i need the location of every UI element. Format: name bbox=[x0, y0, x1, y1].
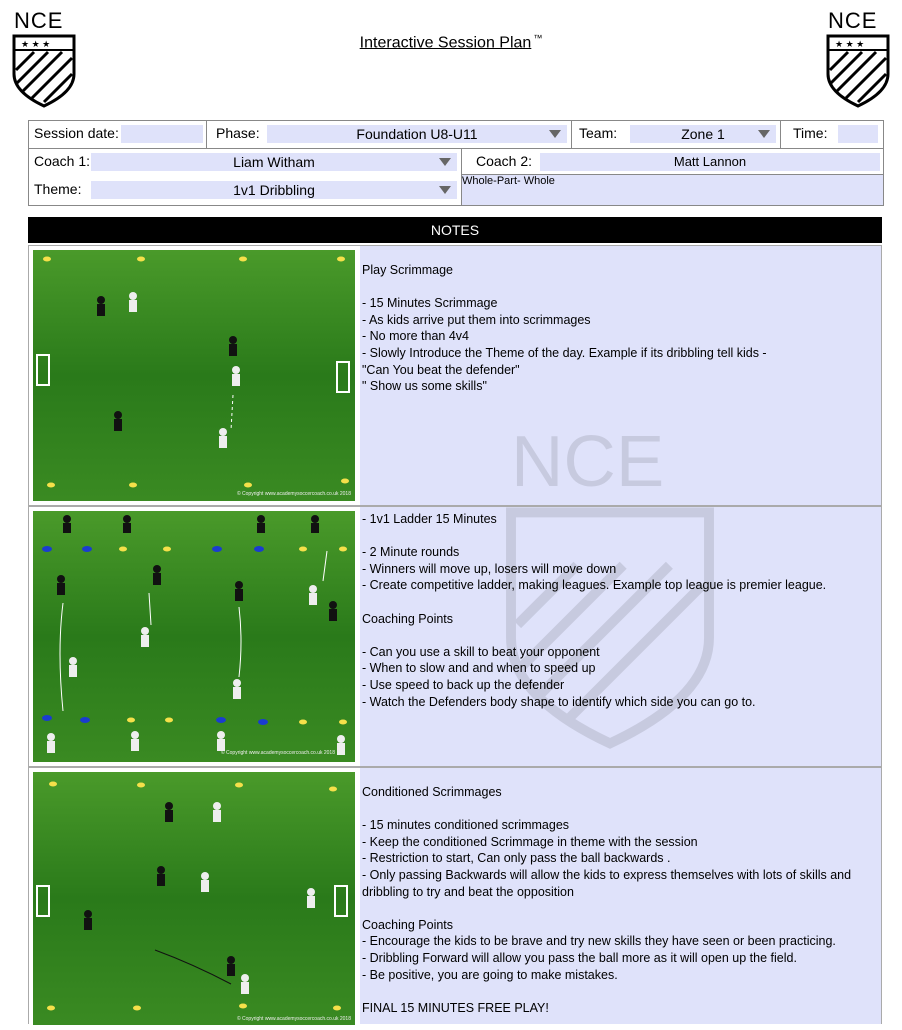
format-field[interactable] bbox=[462, 175, 883, 205]
notes-2-text: - 1v1 Ladder 15 Minutes - 2 Minute rounds - Winners will move up, losers will move down - Create competitive ladder, making leagues. Example top league is premier league. Coaching Points - Can you use a skill to beat your opponent - When to slow and and when to speed up - Use speed to back up the defender - Watch the Defenders body shape to identify which side you can go to. bbox=[362, 512, 827, 709]
session-date-input[interactable] bbox=[121, 125, 203, 143]
theme-value: 1v1 Dribbling bbox=[233, 182, 315, 198]
page-title bbox=[0, 33, 902, 52]
theme-cell bbox=[29, 177, 462, 205]
session-row-3 bbox=[28, 767, 882, 1024]
notes-2[interactable] bbox=[360, 507, 881, 766]
title-text: Interactive Session Plan bbox=[359, 34, 532, 52]
pitch-diagram-3 bbox=[33, 772, 355, 1025]
session-form bbox=[28, 120, 884, 206]
coach1-label: Coach 1: bbox=[34, 153, 91, 169]
copyright-3: © Copyright www.academysoccercoach.co.uk 2018 bbox=[236, 1016, 351, 1022]
coach2-input[interactable]: Matt Lannon bbox=[540, 153, 880, 171]
session-date-cell bbox=[29, 121, 207, 149]
time-cell bbox=[781, 121, 883, 149]
format-text: Whole-Part- Whole bbox=[462, 175, 555, 187]
phase-cell bbox=[207, 121, 572, 149]
coach1-select[interactable] bbox=[91, 153, 457, 171]
session-row-1 bbox=[28, 245, 882, 506]
time-input[interactable] bbox=[838, 125, 878, 143]
theme-select[interactable] bbox=[91, 181, 457, 199]
coach1-cell bbox=[29, 149, 462, 177]
phase-label: Phase: bbox=[216, 125, 260, 141]
team-cell bbox=[572, 121, 781, 149]
pitch-diagram-2 bbox=[33, 511, 355, 762]
session-date-label: Session date: bbox=[34, 125, 119, 141]
session-row-2 bbox=[28, 506, 882, 767]
svg-text:★ ★ ★: ★ ★ ★ bbox=[835, 39, 865, 49]
notes-3[interactable] bbox=[360, 768, 881, 1024]
nce-logo-left bbox=[12, 8, 76, 108]
notes-1[interactable] bbox=[360, 246, 881, 505]
theme-label: Theme: bbox=[34, 181, 82, 197]
chevron-down-icon bbox=[439, 158, 451, 166]
coach2-cell bbox=[462, 149, 883, 175]
svg-text:★ ★ ★: ★ ★ ★ bbox=[21, 39, 51, 49]
copyright-2: © Copyright www.academysoccercoach.co.uk 2018 bbox=[220, 750, 335, 756]
team-value: Zone 1 bbox=[681, 126, 725, 142]
trademark: ™ bbox=[533, 33, 543, 43]
notes-header: NOTES bbox=[28, 217, 882, 243]
copyright-1: © Copyright www.academysoccercoach.co.uk 2018 bbox=[236, 491, 351, 497]
coach1-value: Liam Witham bbox=[233, 154, 315, 170]
phase-value: Foundation U8-U11 bbox=[356, 126, 478, 142]
coach2-label: Coach 2: bbox=[476, 153, 533, 169]
team-label: Team: bbox=[579, 125, 618, 141]
chevron-down-icon bbox=[549, 130, 561, 138]
phase-select[interactable] bbox=[267, 125, 567, 143]
svg-text:NCE: NCE bbox=[828, 8, 878, 33]
chevron-down-icon bbox=[439, 186, 451, 194]
pitch-diagram-1 bbox=[33, 250, 355, 501]
notes-3-text: Conditioned Scrimmages - 15 minutes conditioned scrimmages - Keep the conditioned Scrimmage in theme with the session - Restriction to start, Can only pass the ball backwards . - Only passing Backwards will allow the kids to express themselves with lots of skills and dribbling to try and beat the opposition Coaching Points - Encourage the kids to be brave and try new skills they have seen or been practicing. - Dribbling Forward will allow you pass the ball more as it will open up the field. - Be positive, you are going to make mistakes. FINAL 15 MINUTES FREE PLAY! bbox=[362, 785, 852, 1015]
svg-text:NCE: NCE bbox=[14, 8, 64, 33]
nce-logo-right bbox=[826, 8, 890, 108]
notes-1-text: Play Scrimmage - 15 Minutes Scrimmage - As kids arrive put them into scrimmages - No more than 4v4 - Slowly Introduce the Theme of the day. Example if its dribbling tell kids - "Can You beat the defender" " Show us some skills" bbox=[362, 263, 767, 394]
chevron-down-icon bbox=[758, 130, 770, 138]
time-label: Time: bbox=[793, 125, 828, 141]
team-select[interactable] bbox=[630, 125, 776, 143]
